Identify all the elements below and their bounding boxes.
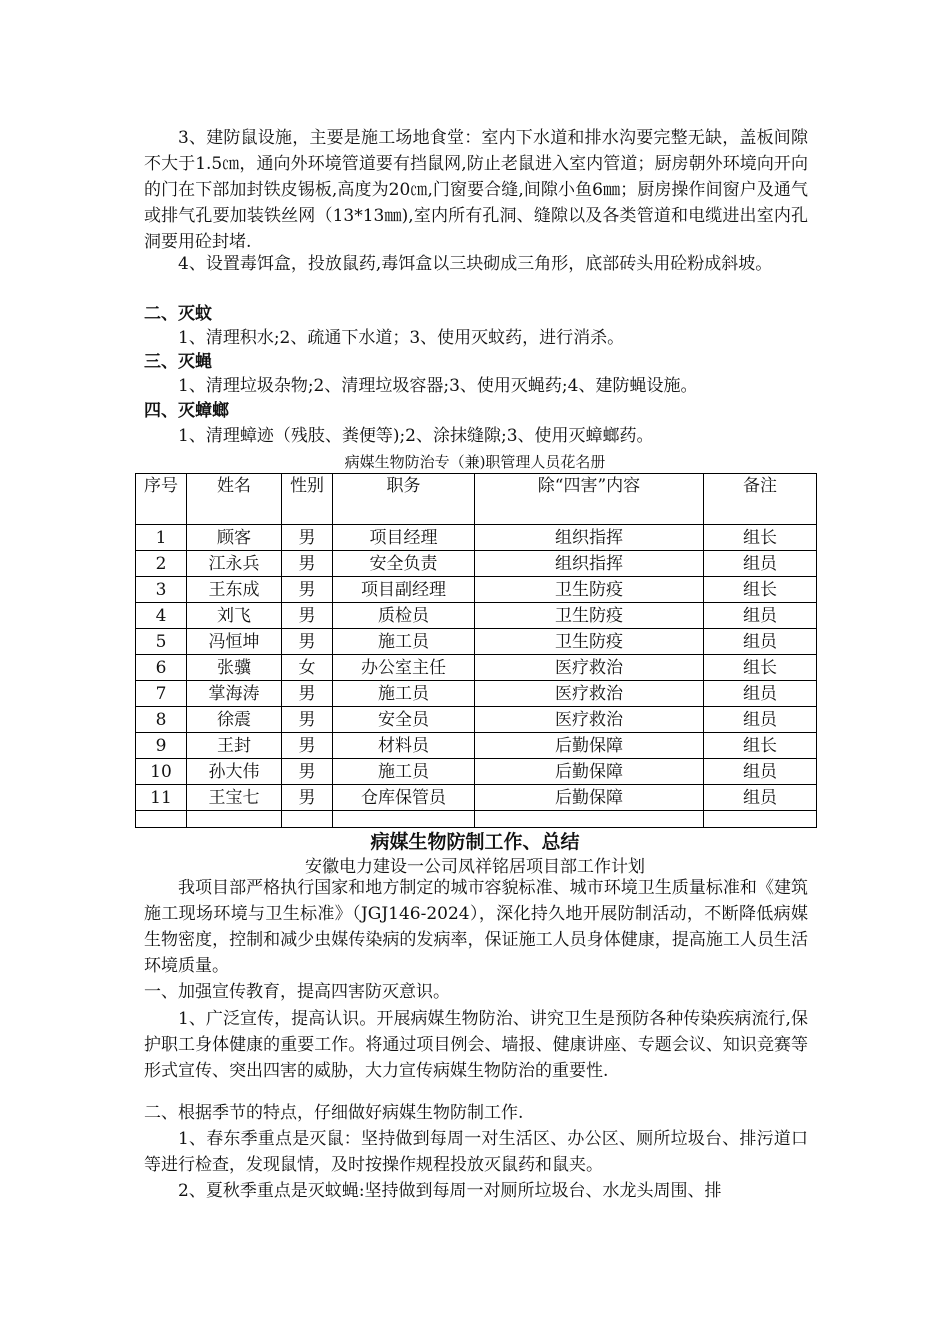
cell-position: 办公室主任 [333, 655, 475, 681]
table-row [136, 525, 817, 551]
heading-mosquito: 二、灭蚊 [144, 304, 212, 324]
paragraph-rodent-facilities: 3、建防鼠设施，主要是施工场地食堂：室内下水道和排水沟要完整无缺，盖板间隙不大于1.5㎝，通向外环境管道要有挡鼠网,防止老鼠进入室内管道；厨房朝外环境向开向的门在下部加封铁皮锡板,高度为20㎝,门窗要合缝,间隙小鱼6㎜；厨房操作间窗户及通气或排气孔要加装铁丝网（13*13㎜),室内所有孔洞、缝隙以及各类管道和电缆进出室内孔洞要用砼封堵. [144, 128, 808, 252]
cell-pest-task: 医疗救治 [475, 655, 704, 681]
cell-pest-task: 卫生防疫 [475, 629, 704, 655]
cell-remark: 组员 [704, 785, 817, 811]
column-header-position: 职务 [333, 474, 475, 525]
table-row-empty [136, 811, 817, 828]
cell-remark: 组长 [704, 733, 817, 759]
cell-name: 王东成 [187, 577, 282, 603]
cell-remark: 组长 [704, 655, 817, 681]
heading-fly: 三、灭蝇 [144, 352, 212, 372]
cell-name: 江永兵 [187, 551, 282, 577]
cell-gender: 男 [282, 629, 333, 655]
cell-name: 刘飞 [187, 603, 282, 629]
cell-pest-task: 组织指挥 [475, 525, 704, 551]
table-row [136, 655, 817, 681]
text-mosquito: 1、清理积水;2、疏通下水道；3、使用灭蚊药，进行消杀。 [178, 328, 625, 348]
cell-gender: 女 [282, 655, 333, 681]
cell-name: 顾客 [187, 525, 282, 551]
column-header-number: 序号 [136, 474, 187, 525]
cell-number: 7 [136, 681, 187, 707]
cell-number: 6 [136, 655, 187, 681]
cell-gender: 男 [282, 733, 333, 759]
cell-gender: 男 [282, 785, 333, 811]
cell-position: 仓库保管员 [333, 785, 475, 811]
table-row [136, 577, 817, 603]
cell-pest-task: 后勤保障 [475, 785, 704, 811]
cell-name: 掌海涛 [187, 681, 282, 707]
cell-remark: 组员 [704, 707, 817, 733]
cell-pest-task: 医疗救治 [475, 707, 704, 733]
cell-number: 9 [136, 733, 187, 759]
empty-cell [475, 811, 704, 828]
cell-gender: 男 [282, 577, 333, 603]
cell-number: 11 [136, 785, 187, 811]
cell-remark: 组长 [704, 577, 817, 603]
text-fly: 1、清理垃圾杂物;2、清理垃圾容器;3、使用灭蝇药;4、建防蝇设施。 [178, 376, 698, 396]
cell-position: 施工员 [333, 629, 475, 655]
table-row [136, 551, 817, 577]
table-row [136, 759, 817, 785]
cell-position: 安全负责 [333, 551, 475, 577]
cell-number: 1 [136, 525, 187, 551]
column-header-gender: 性别 [282, 474, 333, 525]
paragraph-poison-bait: 4、设置毒饵盒，投放鼠药,毒饵盒以三块砌成三角形，底部砖头用砼粉成斜坡。 [178, 254, 773, 274]
empty-cell [136, 811, 187, 828]
summary-title: 病媒生物防制工作、总结 [370, 831, 580, 853]
cell-position: 施工员 [333, 681, 475, 707]
heading-cockroach: 四、灭蟑螂 [144, 401, 229, 421]
column-header-pest-task: 除“四害”内容 [475, 474, 704, 525]
cell-name: 王宝七 [187, 785, 282, 811]
table-row [136, 707, 817, 733]
cell-position: 材料员 [333, 733, 475, 759]
empty-cell [187, 811, 282, 828]
cell-name: 张骥 [187, 655, 282, 681]
cell-number: 10 [136, 759, 187, 785]
empty-cell [704, 811, 817, 828]
cell-remark: 组员 [704, 551, 817, 577]
cell-pest-task: 卫生防疫 [475, 577, 704, 603]
cell-remark: 组员 [704, 603, 817, 629]
cell-number: 5 [136, 629, 187, 655]
table-row [136, 681, 817, 707]
cell-position: 安全员 [333, 707, 475, 733]
cell-number: 8 [136, 707, 187, 733]
empty-cell [282, 811, 333, 828]
cell-pest-task: 后勤保障 [475, 733, 704, 759]
cell-name: 孙大伟 [187, 759, 282, 785]
cell-pest-task: 医疗救治 [475, 681, 704, 707]
summary-paragraph-3: 2、夏秋季重点是灭蚊蝇:坚持做到每周一对厕所垃圾台、水龙头周围、排 [178, 1181, 722, 1201]
summary-heading-2: 二、根据季节的特点，仔细做好病媒生物防制工作. [144, 1103, 524, 1123]
table-row [136, 603, 817, 629]
cell-number: 2 [136, 551, 187, 577]
table-row [136, 629, 817, 655]
cell-position: 质检员 [333, 603, 475, 629]
cell-name: 徐震 [187, 707, 282, 733]
cell-gender: 男 [282, 525, 333, 551]
cell-position: 项目副经理 [333, 577, 475, 603]
cell-position: 施工员 [333, 759, 475, 785]
cell-pest-task: 卫生防疫 [475, 603, 704, 629]
empty-cell [333, 811, 475, 828]
staff-roster-table [135, 473, 817, 828]
summary-intro: 我项目部严格执行国家和地方制定的城市容貌标准、城市环境卫生质量标准和《建筑施工现场环境与卫生标准》（JGJ146-2024），深化持久地开展防制活动，不断降低病媒生物密度，控制和减少虫媒传染病的发病率，保证施工人员身体健康，提高施工人员生活环境质量。 [144, 878, 808, 976]
cell-position: 项目经理 [333, 525, 475, 551]
table-row [136, 733, 817, 759]
table-header-row [136, 474, 817, 525]
cell-number: 3 [136, 577, 187, 603]
cell-name: 王封 [187, 733, 282, 759]
summary-subtitle: 安徽电力建设一公司凤祥铭居项目部工作计划 [305, 857, 645, 877]
summary-heading-1: 一、加强宣传教育，提高四害防灭意识。 [144, 982, 450, 1002]
cell-remark: 组员 [704, 629, 817, 655]
cell-gender: 男 [282, 603, 333, 629]
cell-gender: 男 [282, 681, 333, 707]
cell-number: 4 [136, 603, 187, 629]
cell-pest-task: 后勤保障 [475, 759, 704, 785]
summary-paragraph-1: 1、广泛宣传，提高认识。开展病媒生物防治、讲究卫生是预防各种传染疾病流行,保护职工身体健康的重要工作。将通过项目例会、墙报、健康讲座、专题会议、知识竞赛等形式宣传、突出四害的威胁，大力宣传病媒生物防治的重要性. [144, 1009, 808, 1081]
column-header-remark: 备注 [704, 474, 817, 525]
summary-paragraph-2: 1、春东季重点是灭鼠：坚持做到每周一对生活区、办公区、厕所垃圾台、排污道口等进行检查，发现鼠情，及时按操作规程投放灭鼠药和鼠夹。 [144, 1129, 808, 1175]
cell-name: 冯恒坤 [187, 629, 282, 655]
cell-gender: 男 [282, 759, 333, 785]
table-caption: 病媒生物防治专（兼)职管理人员花名册 [344, 453, 606, 471]
text-cockroach: 1、清理蟑迹（残肢、粪便等);2、涂抹缝隙;3、使用灭蟑螂药。 [178, 426, 654, 446]
column-header-name: 姓名 [187, 474, 282, 525]
cell-gender: 男 [282, 707, 333, 733]
cell-remark: 组员 [704, 759, 817, 785]
cell-remark: 组长 [704, 525, 817, 551]
table-row [136, 785, 817, 811]
cell-pest-task: 组织指挥 [475, 551, 704, 577]
cell-remark: 组员 [704, 681, 817, 707]
cell-gender: 男 [282, 551, 333, 577]
